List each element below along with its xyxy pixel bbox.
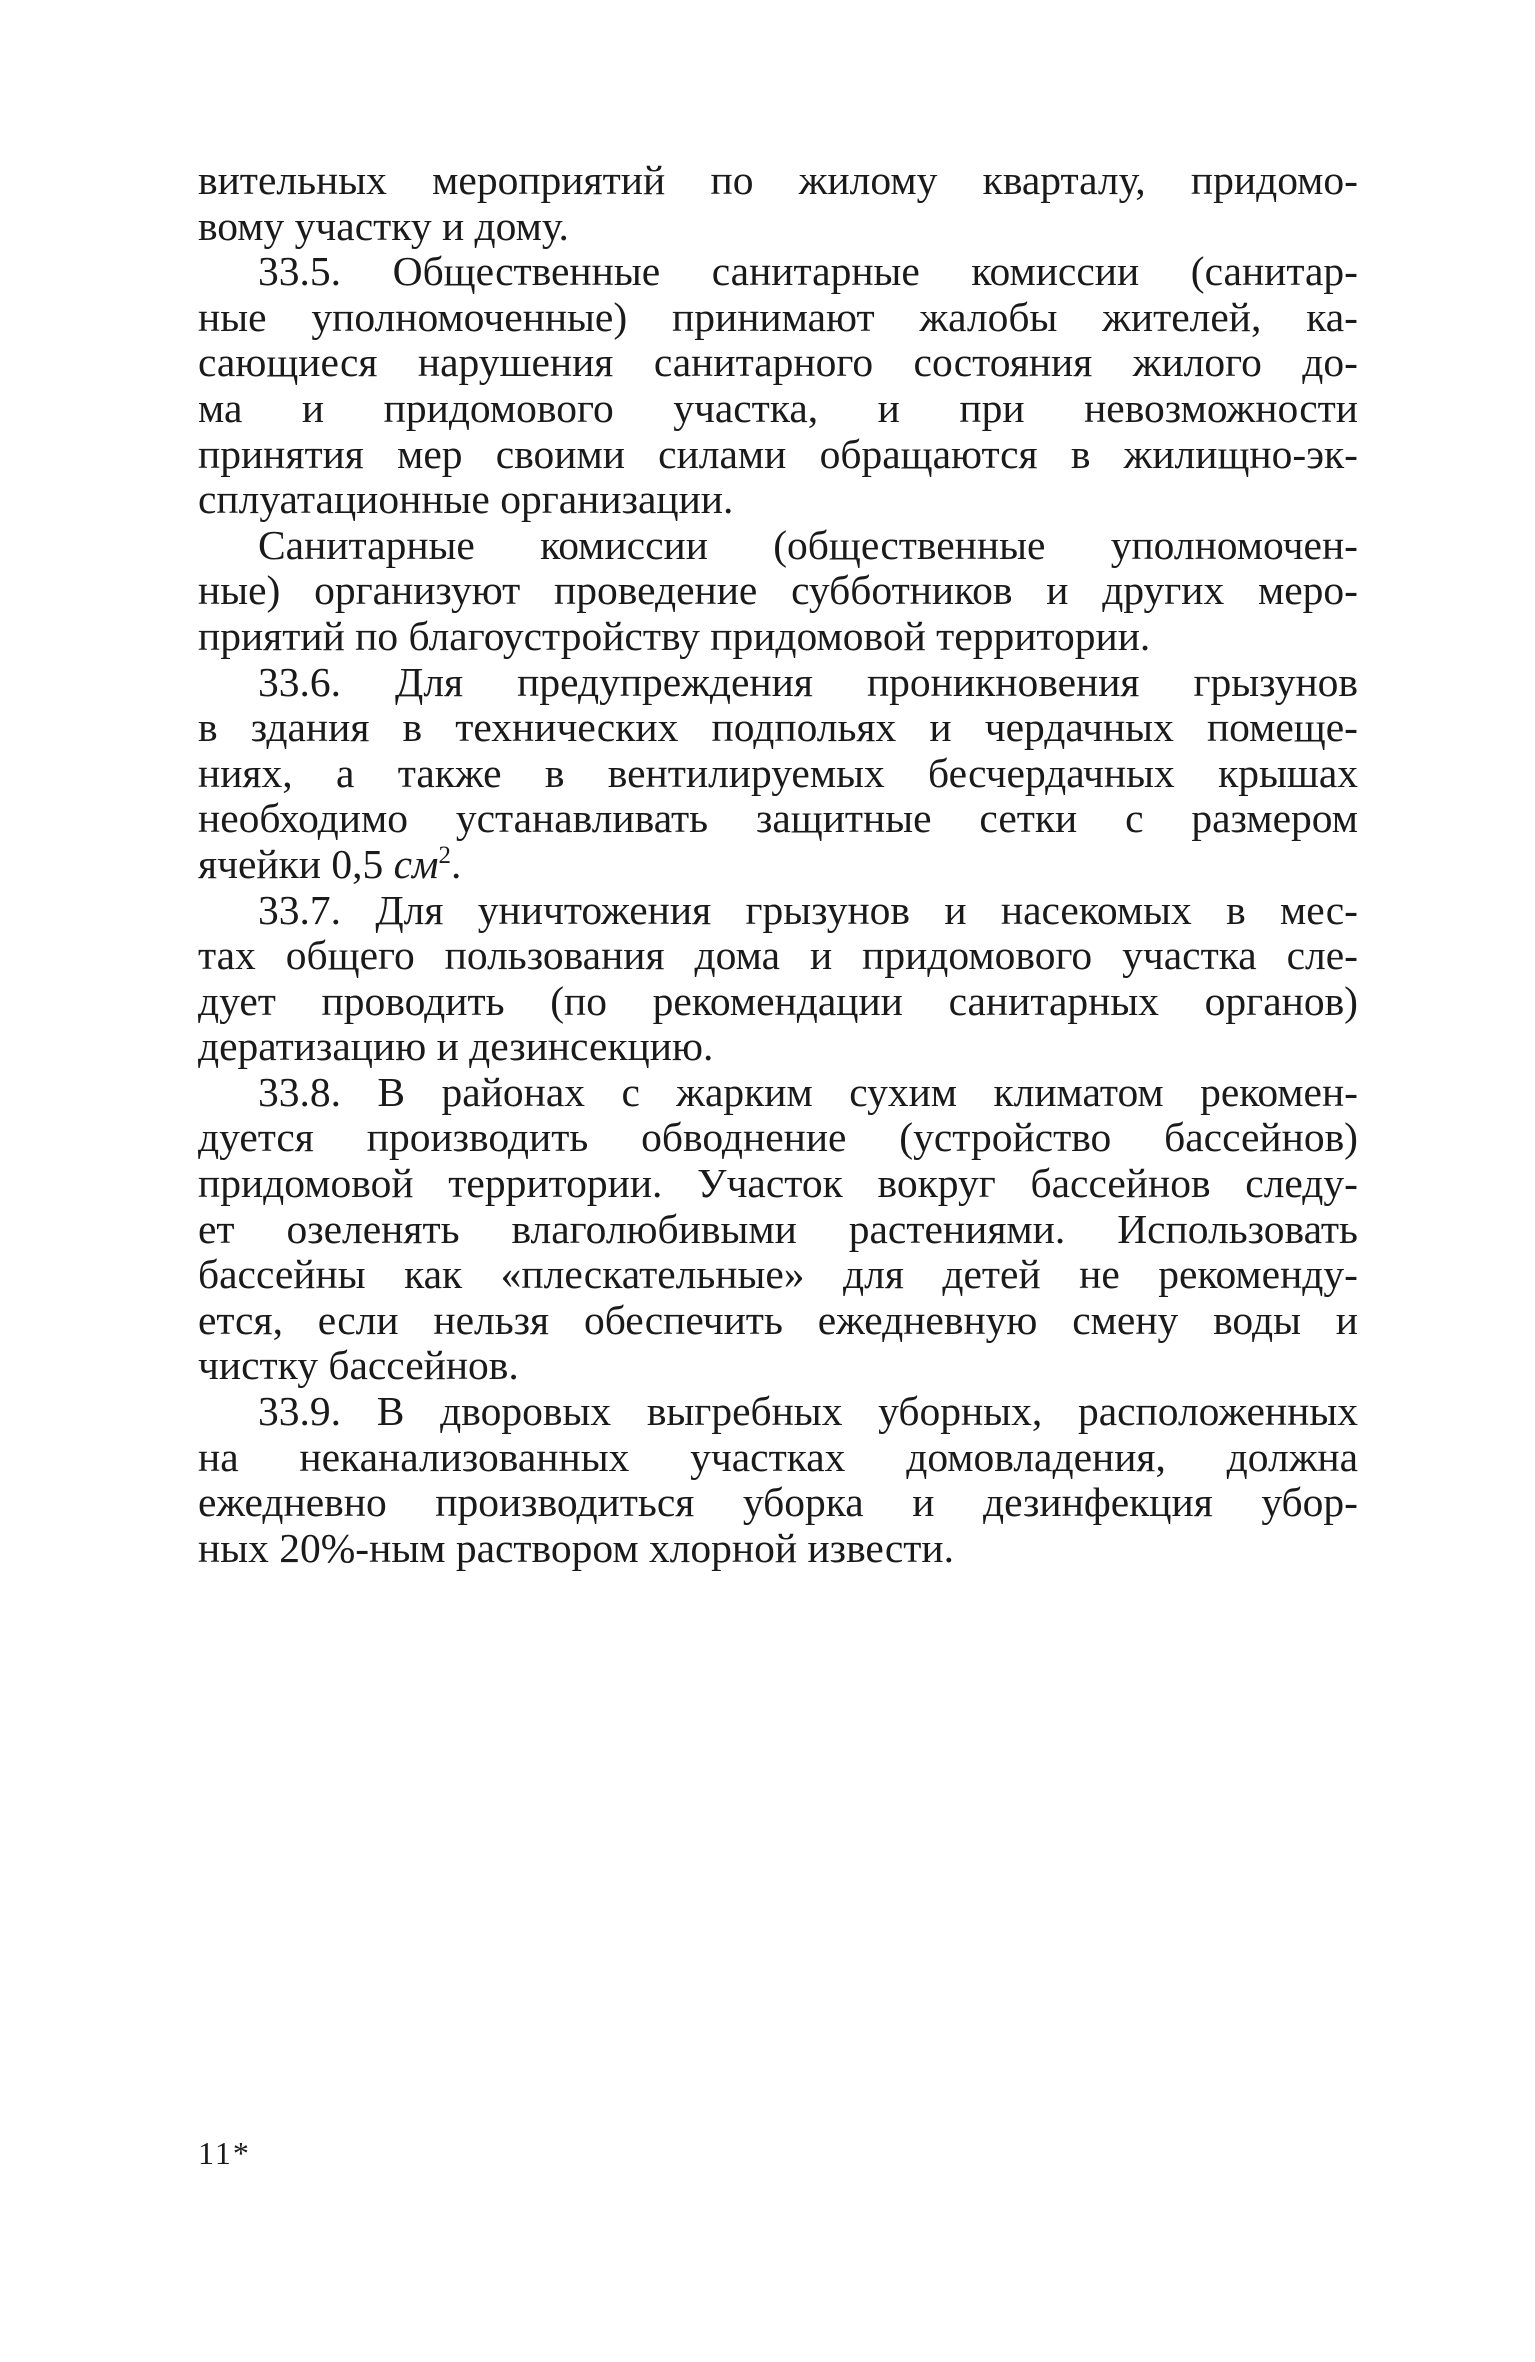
superscript: 2 xyxy=(438,842,451,870)
text-line: на неканализованных участках домовладения, должна xyxy=(198,1433,1358,1480)
text-line: ных 20%-ным раствором хлорной извести. xyxy=(198,1524,955,1571)
signature-mark: 11* xyxy=(198,2135,251,2171)
text-line: придомовой территории. Участок вокруг бассейнов следу- xyxy=(198,1160,1358,1207)
paragraph-33-7 xyxy=(198,888,1358,1070)
text-line xyxy=(198,842,1358,888)
paragraph-sanitary-commissions xyxy=(198,523,1358,660)
text-line: сающиеся нарушения санитарного состояния жилого до- xyxy=(198,339,1358,386)
text-line: Санитарные комиссии (общественные уполномочен- xyxy=(258,521,1358,568)
text-line: в здания в технических подпольях и чердачных помеще- xyxy=(198,704,1358,751)
text-line: 33.7. Для уничтожения грызунов и насекомых в мес- xyxy=(258,886,1358,933)
text-line: ежедневно производиться уборка и дезинфекция убор- xyxy=(198,1479,1358,1526)
text-line: 33.9. В дворовых выгребных уборных, расположенных xyxy=(258,1388,1358,1435)
text-line: необходимо устанавливать защитные сетки с размером xyxy=(198,795,1358,842)
text-line: сплуатационные организации. xyxy=(198,476,734,523)
document-body xyxy=(198,158,1358,1571)
paragraph-33-6 xyxy=(198,660,1358,888)
text-line: дуется производить обводнение (устройство бассейнов) xyxy=(198,1114,1358,1161)
text-fragment: . xyxy=(450,840,462,887)
unit-text: см xyxy=(393,840,439,887)
text-line: вому участку и дому. xyxy=(198,202,569,249)
text-line: дератизацию и дезинсекцию. xyxy=(198,1023,714,1070)
text-line: ниях, а также в вентилируемых бесчердачных крышах xyxy=(198,749,1358,796)
text-line: ные) организуют проведение субботников и других меро- xyxy=(198,567,1358,614)
text-line: дует проводить (по рекомендации санитарных органов) xyxy=(198,977,1358,1024)
text-line: 33.5. Общественные санитарные комиссии (санитар- xyxy=(258,248,1358,295)
text-fragment: ячейки 0,5 xyxy=(198,840,394,887)
paragraph-33-9 xyxy=(198,1389,1358,1571)
text-line: ма и придомового участка, и при невозможности xyxy=(198,384,1358,431)
text-line: 33.6. Для предупреждения проникновения грызунов xyxy=(258,658,1358,705)
text-line: тах общего пользования дома и придомового участка сле- xyxy=(198,932,1358,979)
text-line: чистку бассейнов. xyxy=(198,1342,519,1389)
text-line: приятий по благоустройству придомовой территории. xyxy=(198,612,1151,659)
text-line: 33.8. В районах с жарким сухим климатом рекомен- xyxy=(258,1068,1358,1115)
text-line: ется, если нельзя обеспечить ежедневную смену воды и xyxy=(198,1296,1358,1343)
paragraph-continuation xyxy=(198,158,1358,249)
text-line: ет озеленять влаголюбивыми растениями. Использовать xyxy=(198,1205,1358,1252)
text-line: вительных мероприятий по жилому кварталу, придомо- xyxy=(198,157,1358,203)
text-line: бассейны как «плескательные» для детей не рекоменду- xyxy=(198,1251,1358,1298)
text-line: принятия мер своими силами обращаются в жилищно-эк- xyxy=(198,430,1358,477)
paragraph-33-8 xyxy=(198,1070,1358,1389)
paragraph-33-5 xyxy=(198,249,1358,523)
text-line: ные уполномоченные) принимают жалобы жителей, ка- xyxy=(198,293,1358,340)
